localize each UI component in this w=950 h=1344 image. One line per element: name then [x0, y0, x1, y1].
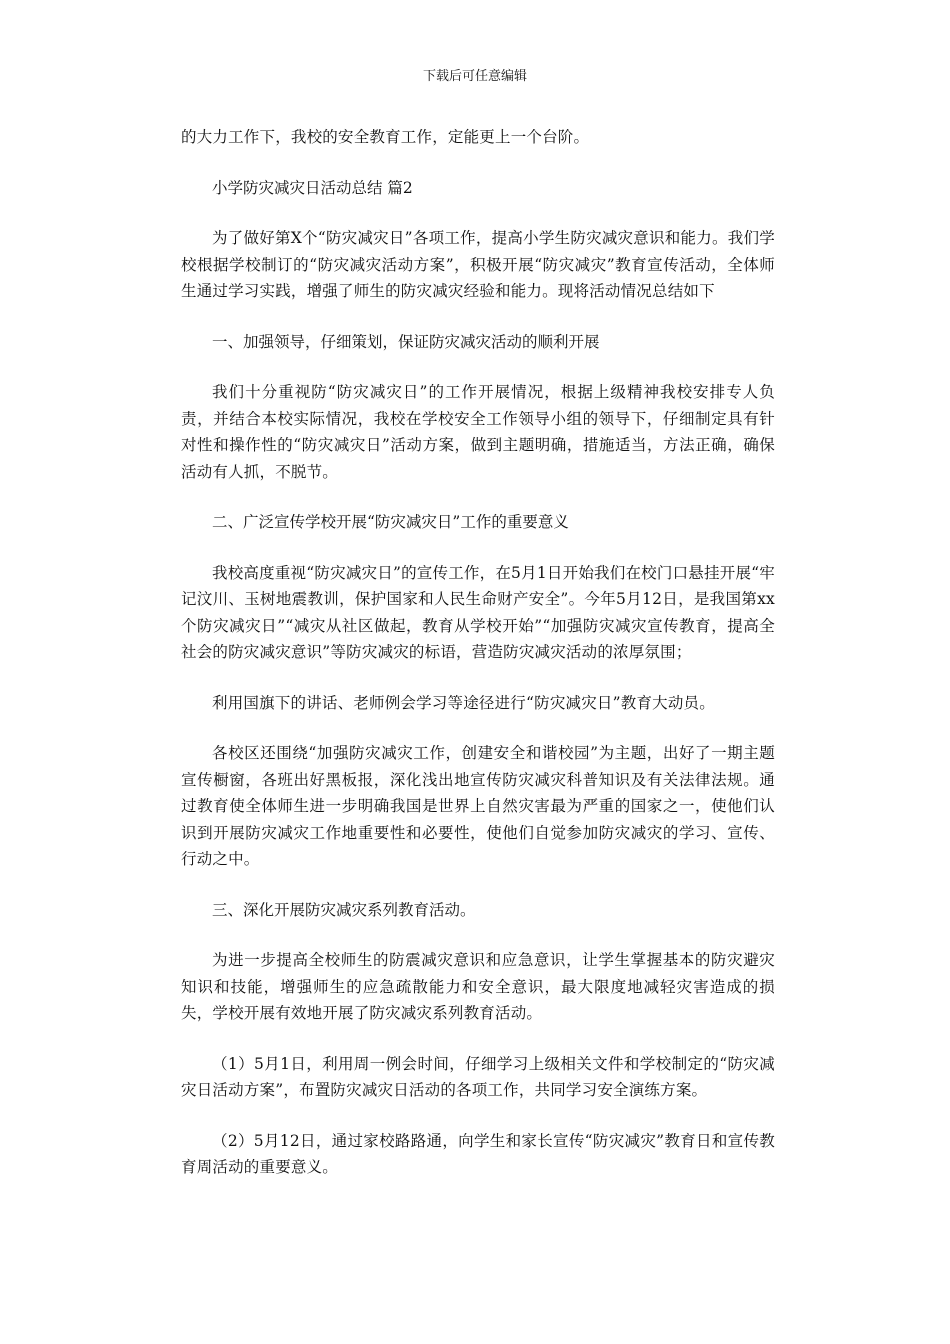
- section-heading-2: 二、广泛宣传学校开展“防灾减灾日”工作的重要意义: [212, 513, 569, 531]
- section-heading-3: 三、深化开展防灾减灾系列教育活动。: [212, 900, 476, 919]
- paragraph-continuation: 的大力工作下，我校的安全教育工作，定能更上一个台阶。: [181, 128, 590, 146]
- paragraph-flag-speech: 利用国旗下的讲话、老师例会学习等途径进行“防灾减灾日”教育大动员。: [212, 693, 715, 712]
- paragraph-campus-theme: 各校区还围绕“加强防灾减灾工作，创建安全和谐校园”为主题，出好了一期主题宣传橱窗，各班出好黑板报，深化浅出地宣传防灾减灾科普知识及有关法律法规。通过教育使全体师生进一步明确我国是世界上自然灾害最为严重的国家之一，使他们认识到开展防灾减灾工作地重要性和必要性，使他们自觉参加防灾减灾的学习、宣传、行动之中。: [181, 744, 775, 868]
- paragraph-education-activities: 为进一步提高全校师生的防震减灾意识和应急意识，让学生掌握基本的防灾避灾知识和技能，增强师生的应急疏散能力和安全意识，最大限度地减轻灾害造成的损失，学校开展有效地开展了防灾减灾系列教育活动。: [181, 951, 775, 1022]
- paragraph-intro: 为了做好第X个“防灾减灾日”各项工作，提高小学生防灾减灾意识和能力。我们学校根据学校制订的“防灾减灾活动方案”，积极开展“防灾减灾”教育宣传活动，全体师生通过学习实践，增强了师生的防灾减灾经验和能力。现将活动情况总结如下: [181, 229, 775, 300]
- list-item-2: （2）5月12日，通过家校路路通，向学生和家长宣传“防灾减灾”教育日和宣传教育周活动的重要意义。: [181, 1131, 775, 1176]
- section-heading-1: 一、加强领导，仔细策划，保证防灾减灾活动的顺利开展: [212, 332, 600, 351]
- list-item-1: （1）5月1日，利用周一例会时间，仔细学习上级相关文件和学校制定的“防灾减灾日活动方案”，布置防灾减灾日活动的各项工作，共同学习安全演练方案。: [181, 1054, 775, 1099]
- paragraph-section-1: 我们十分重视防“防灾减灾日”的工作开展情况，根据上级精神我校安排专人负责，并结合本校实际情况，我校在学校安全工作领导小组的领导下，仔细制定具有针对性和操作性的“防灾减灾日”活动方案，做到主题明确，措施适当，方法正确，确保活动有人抓，不脱节。: [181, 383, 775, 481]
- page-header-note: 下载后可任意编辑: [422, 69, 527, 84]
- paragraph-publicity: 我校高度重视“防灾减灾日”的宣传工作，在5月1日开始我们在校门口悬挂开展“牢记汶川、玉树地震教训，保护国家和人民生命财产安全”。今年5月12日，是我国第xx个防灾减灾日”“减灾从社区做起，教育从学校开始”“加强防灾减灾宣传教育，提高全社会的防灾减灾意识”等防灾减灾的标语，营造防灾减灾活动的浓厚氛围；: [181, 563, 775, 661]
- document-body: [181, 124, 775, 1205]
- document-title: 小学防灾减灾日活动总结 篇2: [212, 178, 413, 197]
